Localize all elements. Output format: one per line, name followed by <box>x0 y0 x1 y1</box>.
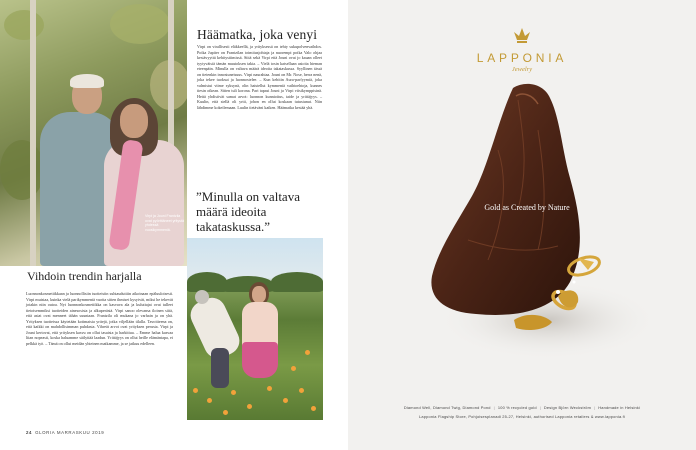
gold-nugget-image <box>348 0 696 450</box>
publication-name: GLORIA MARRASKUU 2019 <box>35 430 105 435</box>
article-body-left: Luonnonkosmetiikkaan ja luonnollisiin tuotteisiin suhtauduttiin aikoinaan epäluuloisesti. Virpi muistaa, kuinka vielä parikymmentä vuotta sitten ihmiset kysyivät, miksi he tekevät jotakin niin outoa. Nyt luonnonkosmetiikka on kasvava ala ja kuluttajat ovat tulleet tietoisemmiksi tuotteiden ainesosista ja alkuperästä. Virpi sanoo olevansa iloinen siitä, että asiat ovat menneet tähän suuntaan. Frantzila oli mukana jo varhain ja on yhä. Yrityksen tuotteissa käytetään kotimaisia yrttejä, jotka viljellään tilalla. Tavoitteena on, että kaikki on mahdollisimman puhdasta. Vihreät arvot ovat yrityksen perusta. Virpi ja Jouni kertovat, että yrityksen kasvu on ollut tasaista ja harkittua. – Emme halua kasvaa liian nopeasti, koska haluamme säilyttää laadun. Yrittäjyys on ollut heille elämäntapa, ei pelkkä työ. – Tämä on ollut meidän yhteinen matkamme, ja se jatkuu edelleen. <box>26 291 173 346</box>
ad-slogan: Gold as Created by Nature <box>484 203 570 212</box>
product-material: 100 % recycled gold <box>497 405 537 410</box>
page-number: 24 <box>26 430 33 435</box>
product-designer: Design Björn Weckström <box>543 405 592 410</box>
garden-photo <box>187 238 323 420</box>
article-body-top: Virpi on virallisesti eläkkeellä, ja yrityksessä on tehty sukupolvenvaihdos. Poika Jupiter on Frantzilan toimitusjohtaja ja nuorempi poika Valo ohjaa kestävyyttä kehitystiimissä. Siitä sekä Virpi että Jouni ovat jo kauan olleet tyytyväisiä tämän muutoksen takia. – Vielä tosin katsellaan asioita hieman eteenpäin. Minulla on valtava määrä ideoita takataskussa. Syyllinen tässä on tietenkin innostuneisuus. Virpi naurahtaa. Jouni on Mr. Nose, herra nenä, joka tekee tuoksut ja luonnostelee. – Kun kehitin Aura-parfyymiä, joka valmistui viime syksynä, olin haistellut kymmeniä vaihtoehtoja, kunnes tiesin oikean. Sitten tuli korona. Pari tapasi Jouni ja Virpi viisikymppisinä. Heitä yhdistivät samat arvot: luonnon kunnioitus, taide ja yrittäjyys. – Kuulin, että siellä oli yrtti, johon en ollut koskaan tutustunut. Niin lähdimme kokeilemaan. Luulin tietäväni kaiken. Häämatka kestää yhä. <box>197 44 322 111</box>
product-names: Diamond Well, Diamond Twig, Diamond Pond <box>403 405 491 410</box>
right-page <box>348 0 696 450</box>
product-line: Diamond Well, Diamond Twig, Diamond Pond | 100 % recycled gold | Design Björn Weckström | Handmade in Helsinki <box>403 405 641 410</box>
article-headline: Häämatka, joka venyi <box>197 27 318 42</box>
photo-caption: Virpi ja Jouni Frantzila ovat pyörittäneet yritystä yhdessä vuosikymmeniä. <box>145 214 184 232</box>
page-folio <box>26 430 104 435</box>
brand-subtitle: Jewelry <box>511 66 533 73</box>
brand-logo-text: LAPPONIA <box>476 51 568 65</box>
pull-quote: ”Minulla on valtava määrä ideoita takataskussa.” <box>196 189 300 234</box>
article-subheadline: Vihdoin trendin harjalla <box>27 269 142 283</box>
store-info: Lapponia Flagship Store, Pohjoisesplanadi 25-27, Helsinki, authorised Lapponia retailers & www.lapponia.fi <box>419 414 625 419</box>
product-origin: Handmade in Helsinki <box>598 405 641 410</box>
couple-photo <box>0 0 187 266</box>
